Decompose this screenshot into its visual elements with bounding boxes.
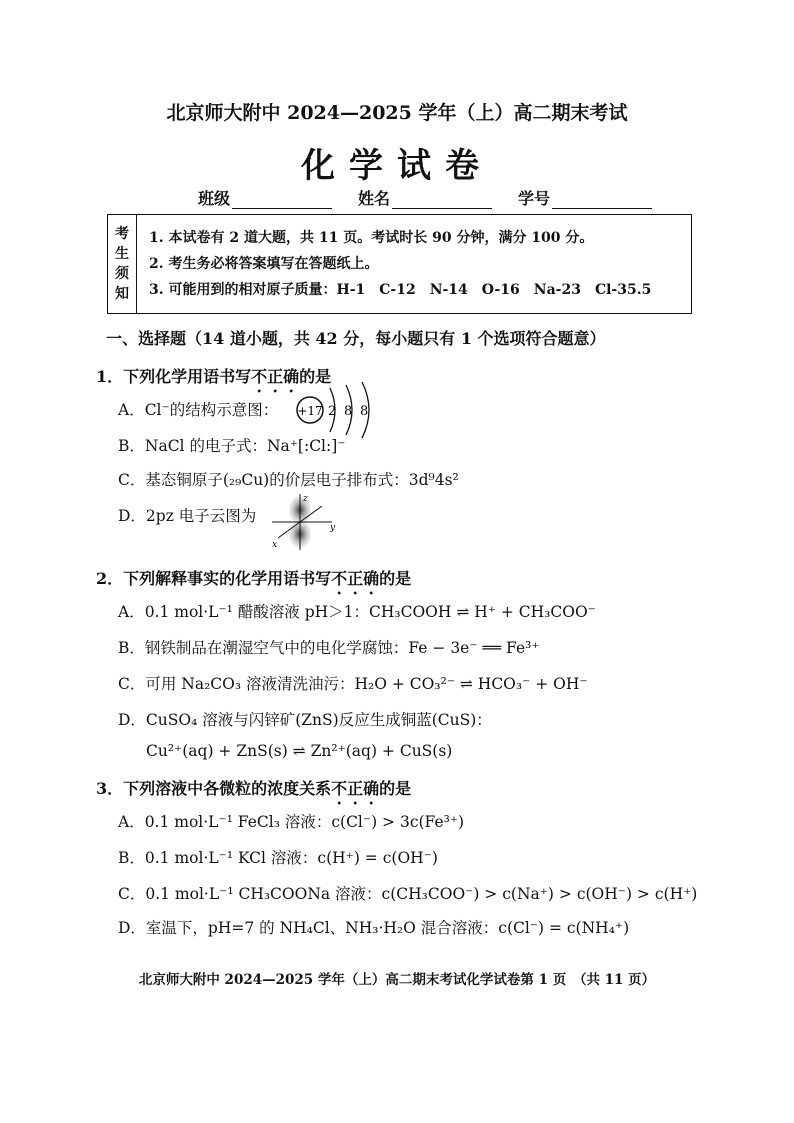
page-footer: 北京师大附中 2024—2025 学年（上）高二期末考试化学试卷第 1 页 （共 11 页） [138, 972, 656, 988]
pz-electron-cloud-diagram [262, 492, 342, 552]
notice-box [107, 214, 692, 314]
name-field: 姓名 [358, 186, 492, 209]
section-heading: 一、选择题（14 道小题，共 42 分，每小题只有 1 个选项符合题意） [106, 329, 606, 348]
exam-title: 北京师大附中 2024—2025 学年（上）高二期末考试 [166, 102, 628, 124]
q1-option-a: A．Cl⁻的结构示意图： [118, 401, 279, 419]
q1-option-c: C．基态铜原子(₂₉Cu)的价层电子排布式：3d⁹4s² [118, 471, 459, 489]
question-2-stem: 2．下列解释事实的化学用语书写不正确的是 [96, 569, 412, 588]
nucleus-label: +17 [297, 404, 323, 418]
student-info-line [198, 186, 652, 209]
q2-option-c: C．可用 Na₂CO₃ 溶液清洗油污：H₂O + CO₃²⁻ ⇌ HCO₃⁻ + OH⁻ [118, 675, 588, 693]
question-3-stem: 3．下列溶液中各微粒的浓度关系不正确的是 [96, 779, 412, 798]
shell-count-2: 8 [344, 404, 353, 419]
notice-side-label: 考 生 须 知 [108, 215, 137, 313]
shell-count-1: 2 [328, 404, 337, 419]
q3-option-c: C．0.1 mol·L⁻¹ CH₃COONa 溶液：c(CH₃COO⁻) > c(Na⁺) > c(OH⁻) > c(H⁺) [118, 885, 698, 903]
q2-option-d: D．CuSO₄ 溶液与闪锌矿(ZnS)反应生成铜蓝(CuS)： [118, 711, 492, 729]
notice-items [137, 215, 663, 313]
notice-item: 3. 可能用到的相对原子质量：H-1 C-12 N-14 O-16 Na-23 Cl-35.5 [149, 282, 652, 298]
q2-option-a: A．0.1 mol·L⁻¹ 醋酸溶液 pH＞1：CH₃COOH ⇌ H⁺ + CH₃COO⁻ [118, 603, 596, 621]
x-axis-label: x [272, 540, 278, 550]
notice-item: 1. 本试卷有 2 道大题，共 11 页。考试时长 90 分钟，满分 100 分。 [149, 230, 594, 246]
q2-option-d-equation: Cu²⁺(aq) + ZnS(s) ⇌ Zn²⁺(aq) + CuS(s) [146, 742, 453, 760]
q1-option-d: D．2pz 电子云图为 [118, 507, 257, 525]
subject-title: 化学试卷 [301, 146, 493, 186]
q3-option-d: D．室温下，pH=7 的 NH₄Cl、NH₃·H₂O 混合溶液：c(Cl⁻) = c(NH₄⁺) [118, 919, 630, 937]
question-1-stem: 1．下列化学用语书写不正确的是 [96, 367, 332, 386]
y-axis-label: y [330, 523, 336, 533]
z-axis-label: z [303, 494, 308, 504]
q3-option-a: A．0.1 mol·L⁻¹ FeCl₃ 溶液：c(Cl⁻) > 3c(Fe³⁺) [118, 813, 465, 831]
q2-option-b: B．钢铁制品在潮湿空气中的电化学腐蚀：Fe − 3e⁻ ══ Fe³⁺ [118, 639, 540, 657]
id-field: 学号 [518, 186, 652, 209]
shell-count-3: 8 [360, 404, 369, 419]
notice-item: 2. 考生务必将答案填写在答题纸上。 [149, 256, 379, 272]
class-field: 班级 [198, 186, 332, 209]
q1-option-b: B．NaCl 的电子式：Na⁺[:Cl:]⁻ [118, 437, 346, 455]
q3-option-b: B．0.1 mol·L⁻¹ KCl 溶液：c(H⁺) = c(OH⁻) [118, 849, 438, 867]
